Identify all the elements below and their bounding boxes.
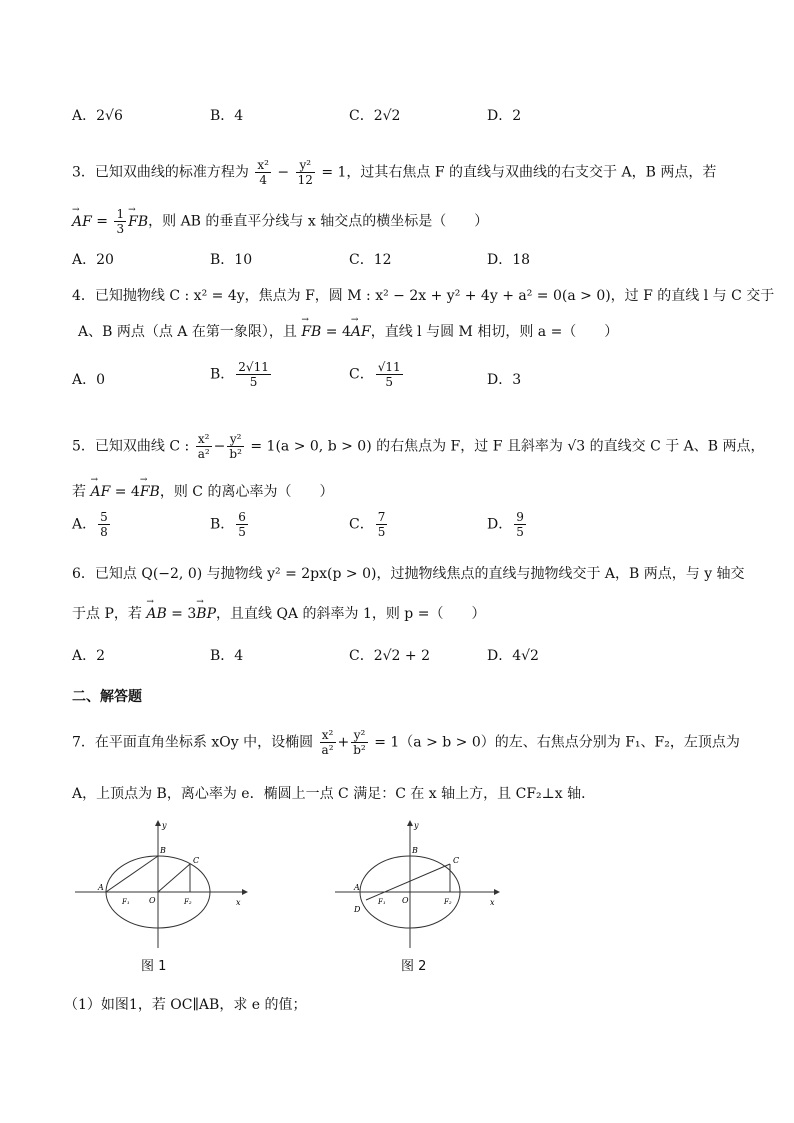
fig1-line-oc [158,864,190,892]
q5-line1 [72,432,765,461]
q6-text-a: 于点 P，若 [72,606,147,622]
q4-option-b [210,360,273,389]
fig2-label-f1: F₁ [378,898,386,906]
q4-text-c: ，直线 l 与圆 M 相切，则 a =（ ） [370,324,619,340]
figure-1 [70,820,250,950]
q5-option-a-den: 8 [100,525,108,539]
q3-eq: = [91,213,113,230]
q3-line1 [72,158,716,187]
q7-frac1-num: x² [320,728,336,743]
q2-option-a: A．2√6 [72,108,123,124]
q5-frac2-den: b² [229,447,242,461]
q7-frac2-num: y² [351,728,368,743]
figure-2 [330,820,510,950]
q5-text-c: 若 [72,484,91,500]
fig2-label-y: y [414,821,419,830]
q4-line1: 4．已知抛物线 C : x² = 4y，焦点为 F，圆 M : x² − 2x + y² + 4y + a² = 0(a > 0)，过 F 的直线 l 与 C 交于 [72,288,775,304]
q4-text-a: A、B 两点（点 A 在第一象限），且 [78,324,302,340]
q4-vector-fb: → FB [301,322,321,342]
fig2-x-arrow [494,889,500,895]
q4-vector-af: → AF [351,322,371,342]
q4-option-b-den: 5 [249,375,258,389]
q3-frac3-num: 1 [116,207,125,221]
q5-frac1 [196,432,212,461]
q4-option-c-prefix: C． [349,366,374,383]
q5-line2 [72,482,333,502]
fig2-y-arrow [407,820,413,826]
q4-option-b-num: 2√11 [238,360,269,374]
fig2-label-c: C [453,856,460,865]
fig1-label-a: A [98,883,104,892]
q5-option-d-num: 9 [516,510,524,524]
q7-frac1 [320,728,336,757]
q5-option-c [349,510,389,539]
q5-option-d-frac [514,510,526,539]
fig2-label-x: x [490,898,495,907]
fig2-label-b: B [412,846,418,855]
q4-option-c-den: 5 [385,375,393,389]
q5-option-c-prefix: C． [349,516,374,533]
q6-vector-bp: → BP [196,604,216,624]
q7-frac2-den: b² [353,743,366,757]
fig1-label-y: y [162,821,167,830]
fig1-y-arrow [155,820,161,826]
q3-option-b: B．10 [210,252,253,268]
q5-eq: = 4 [110,484,140,500]
q5-option-a-frac [98,510,110,539]
section-heading: 二、解答题 [72,689,142,705]
figure-2-caption: 图 2 [401,959,427,974]
q3-text-d: ，则 AB 的垂直平分线与 x 轴交点的横坐标是（ ） [148,213,489,230]
fig1-line-ab [106,856,158,892]
q4-option-b-frac [236,360,271,389]
q5-option-b-den: 5 [238,525,246,539]
q6-option-b: B．4 [210,648,244,664]
q5-option-a-num: 5 [100,510,108,524]
q7-frac1-den: a² [321,743,334,757]
q4-option-b-prefix: B． [210,366,235,383]
q4-eq: = 4 [321,324,351,340]
fig2-label-o: O [402,896,409,905]
q5-frac2-num: y² [227,432,244,447]
q6-eq: = 3 [166,606,197,622]
q5-option-a-prefix: A． [72,516,97,533]
q3-minus: − [277,164,290,181]
q4-option-d: D．3 [487,372,522,388]
q5-option-d [487,510,528,539]
q7-text-a: 7．在平面直角坐标系 xOy 中，设椭圆 [72,734,314,751]
q3-option-a: A．20 [72,252,114,268]
q3-frac1-num: x² [257,158,269,172]
q3-frac1-den: 4 [259,173,267,187]
q5-option-a [72,510,112,539]
q5-option-b-prefix: B． [210,516,235,533]
q5-option-c-den: 5 [377,525,386,539]
q6-line2 [72,604,485,624]
fig1-x-arrow [242,889,248,895]
fig1-label-c: C [193,856,200,865]
fig2-label-d: D [354,905,361,914]
q5-vector-fb: → FB [140,482,160,502]
fig2-line-dc [366,864,450,900]
q3-frac1 [255,158,271,187]
q5-option-b-frac [236,510,248,539]
q3-text-a: 3．已知双曲线的标准方程为 [72,164,249,181]
q5-text-d: ，则 C 的离心率为（ ） [159,484,334,500]
q6-text-c: ，且直线 QA 的斜率为 1，则 p =（ ） [216,606,486,622]
fig1-label-f2: F₂ [184,898,192,906]
q3-option-c: C．12 [349,252,392,268]
fig2-label-f2: F₂ [444,898,452,906]
q2-option-b: B．4 [210,108,244,124]
fig1-label-x: x [236,898,241,907]
q3-frac2 [296,158,315,187]
q3-frac3 [114,207,126,236]
q5-minus: − [213,438,226,455]
q7-line1 [72,728,740,757]
q5-option-c-num: 7 [377,510,386,524]
q4-option-a: A．0 [72,372,106,388]
fig1-label-o: O [149,896,156,905]
q7-part1: （1）如图1，若 OC∥AB，求 e 的值； [64,997,307,1013]
q3-frac2-den: 12 [297,173,313,187]
q4-option-c-num: √11 [377,360,401,374]
q5-option-d-prefix: D． [487,516,513,533]
q5-text-a: 5．已知双曲线 C : [72,438,190,455]
q5-option-d-den: 5 [516,525,524,539]
q3-option-d: D．18 [487,252,531,268]
q2-option-c: C．2√2 [349,108,401,124]
q5-vector-af: → AF [90,482,110,502]
fig1-label-b: B [160,846,166,855]
fig1-label-f1: F₁ [122,898,130,906]
q6-option-d: D．4√2 [487,648,539,664]
q5-text-b: = 1(a > 0, b > 0) 的右焦点为 F，过 F 且斜率为 √3 的直线交 C 于 A、B 两点， [250,438,765,455]
fig2-label-a: A [354,883,360,892]
q3-text-b: = 1，过其右焦点 F 的直线与双曲线的右支交于 A，B 两点，若 [321,164,717,181]
q5-option-b [210,510,250,539]
q3-frac3-den: 3 [116,222,125,236]
q5-option-c-frac [376,510,388,539]
figure-1-caption: 图 1 [141,959,167,974]
q3-frac2-num: y² [296,158,315,173]
q6-option-c: C．2√2 + 2 [349,648,430,664]
q4-option-c-frac [376,360,403,389]
q5-option-b-num: 6 [238,510,246,524]
q7-text-b: = 1（a > b > 0）的左、右焦点分别为 F₁、F₂，左顶点为 [374,734,740,751]
q4-option-c [349,360,405,389]
q3-line2 [72,207,488,236]
q6-line1: 6．已知点 Q(−2, 0) 与抛物线 y² = 2px(p > 0)，过抛物线焦点的直线与抛物线交于 A，B 两点，与 y 轴交 [72,566,745,582]
q3-vector-fb: → FB [128,212,148,232]
q6-vector-ab: → AB [146,604,166,624]
q3-vector-af: → AF [72,212,92,232]
q6-option-a: A．2 [72,648,106,664]
q5-frac2 [227,432,244,461]
q5-frac1-den: a² [197,447,210,461]
q7-plus: + [337,734,350,751]
q2-option-d: D．2 [487,108,522,124]
q7-frac2 [351,728,368,757]
q4-line2 [78,322,618,342]
q5-frac1-num: x² [196,432,212,447]
q7-line2: A，上顶点为 B，离心率为 e．椭圆上一点 C 满足：C 在 x 轴上方，且 CF₂⊥x 轴． [72,786,596,802]
